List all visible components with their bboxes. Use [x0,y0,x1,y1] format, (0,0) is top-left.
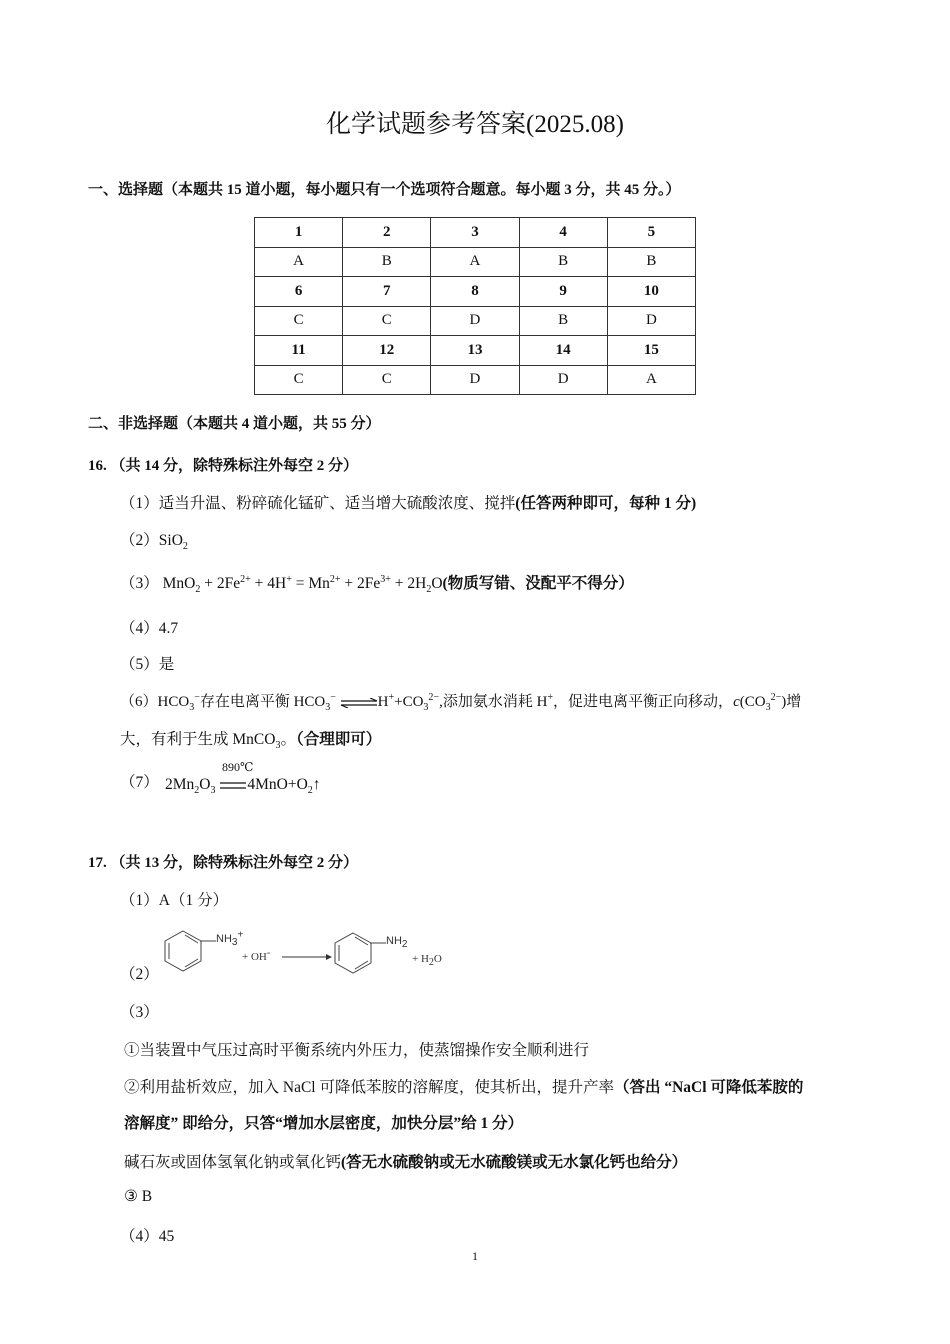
table-cell: D [519,365,607,395]
answer-text: A（1 分） [158,892,229,909]
table-cell: 4 [519,218,607,248]
page-number: 1 [472,1249,478,1263]
grading-note: （合理即可） [295,731,382,748]
hydroxide-label: + OH- [242,947,271,963]
table-row-answers [255,247,696,277]
q16-part5 [120,652,174,674]
table-cell: 11 [255,336,343,366]
answer-text: ②利用盐析效应，加入 NaCl 可降低苯胺的溶解度，使其析出，提升产率 [124,1079,614,1096]
table-cell: 3 [431,218,519,248]
q17-part3-drying-agent [124,1150,687,1172]
table-row-questions [255,218,696,248]
table-cell: 13 [431,336,519,366]
subscript: 2 [182,541,188,553]
page-title: 化学试题参考答案(2025.08) [326,111,624,138]
table-cell: B [519,306,607,336]
table-cell: D [431,365,519,395]
table-cell: 1 [255,218,343,248]
table-cell: C [255,365,343,395]
equilibrium-arrow-icon [340,698,378,708]
table-cell: D [431,306,519,336]
table-row-answers [255,365,696,395]
q16-part6-line2: 大，有利于生成 MnCO$_3$。（合理即可） [120,731,382,752]
table-cell: B [343,247,431,277]
answer-text: 适当升温、粉碎硫化锰矿、适当增大硫酸浓度、搅拌 [158,495,516,512]
table-cell: A [607,365,695,395]
q17-part3-sub3: ③ B [124,1188,153,1205]
reaction-arrow-icon [282,952,332,962]
grading-note: (任答两种即可，每种 1 分) [515,495,697,512]
part-label: （4） [120,1228,159,1245]
q16-part7-equation: $2Mn_2O_3$ $4MnO+O_2↑$ [165,776,321,797]
q16-part4 [120,616,178,638]
answer-text: SiO [158,532,183,549]
answer-table [254,217,696,395]
grading-note: (物质写错、没配平不得分） [442,575,634,592]
part-label: （3） [120,575,159,592]
q17-part1 [120,888,228,910]
table-cell: D [607,306,695,336]
table-cell: 10 [607,277,695,307]
part-label: （1） [120,892,159,909]
table-row-questions [255,336,696,366]
grading-note: （答出 “NaCl 可降低苯胺的 [613,1079,804,1096]
part-label: （5） [120,656,159,673]
part-label: （4） [120,620,159,637]
section1-heading: 一、选择题（本题共 15 道小题，每小题只有一个选项符合题意。每小题 3 分，共 45 分。） [88,182,681,198]
q17-part3-sub1: ①当装置中气压过高时平衡系统内外压力，使蒸馏操作安全顺利进行 [124,1042,590,1059]
table-cell: 15 [607,336,695,366]
table-cell: C [255,306,343,336]
table-row-answers [255,306,696,336]
grading-note: (答无水硫酸钠或无水硫酸镁或无水氯化钙也给分） [341,1154,688,1171]
table-cell: 9 [519,277,607,307]
chemical-equation: $MnO_2 + 2Fe^{2+} + 4H^+ = Mn^{2+} + 2Fe^{3+} + 2H_2O$ [162,573,443,596]
table-cell: B [519,247,607,277]
q17-part2-label: （2） [120,966,159,983]
benzene-ring-icon [160,927,210,977]
table-cell: 5 [607,218,695,248]
amino-group: $NH_2$ [386,935,408,951]
ammonium-group: $NH_3^+$ [216,929,244,949]
table-cell: 7 [343,277,431,307]
table-cell: C [343,365,431,395]
table-cell: 12 [343,336,431,366]
q16-part3 [120,571,634,596]
q16-part7-label: （7） [120,774,159,791]
answer-text: 碱石灰或固体氢氧化钠或氧化钙 [124,1154,342,1171]
table-cell: C [343,306,431,336]
table-cell: 8 [431,277,519,307]
answer-text: 是 [158,656,175,673]
q17-part3-sub2 [124,1075,803,1097]
table-cell: 14 [519,336,607,366]
equals-sign-icon [219,781,247,790]
table-row-questions [255,277,696,307]
table-cell: 2 [343,218,431,248]
answer-text: 4.7 [158,620,179,637]
table-cell: 6 [255,277,343,307]
table-cell: A [431,247,519,277]
aniline-reaction-diagram [160,925,460,975]
q16-part2 [120,528,188,553]
part-label: （6） [120,694,158,710]
table-cell: B [607,247,695,277]
q17-heading: 17. （共 13 分，除特殊标注外每空 2 分） [88,855,359,871]
q16-heading: 16. （共 14 分，除特殊标注外每空 2 分） [88,458,359,474]
part-label: （2） [120,532,159,549]
benzene-ring-icon [330,929,380,979]
reaction-condition: 890℃ [222,760,254,774]
q16-part1 [120,491,696,513]
q17-part3-label: （3） [120,1004,159,1021]
q16-part6: $(6)HCO_3^-$存在电离平衡 $HCO_3^-$ $H^++CO_3^{2-}$,添加氨水消耗 H+，促进电离平衡正向移动，$c(CO_3^{2-})$增 [120,692,802,713]
part-label: （1） [120,495,159,512]
section2-heading: 二、非选择题（本题共 4 道小题，共 55 分） [88,416,381,432]
q17-part3-sub2-note: 溶解度” 即给分，只答“增加水层密度，加快分层”给 1 分） [124,1115,524,1132]
answer-text: 45 [158,1228,175,1245]
table-cell: A [255,247,343,277]
q17-part4 [120,1224,174,1246]
water-label: + $H_2O$ [412,953,442,969]
